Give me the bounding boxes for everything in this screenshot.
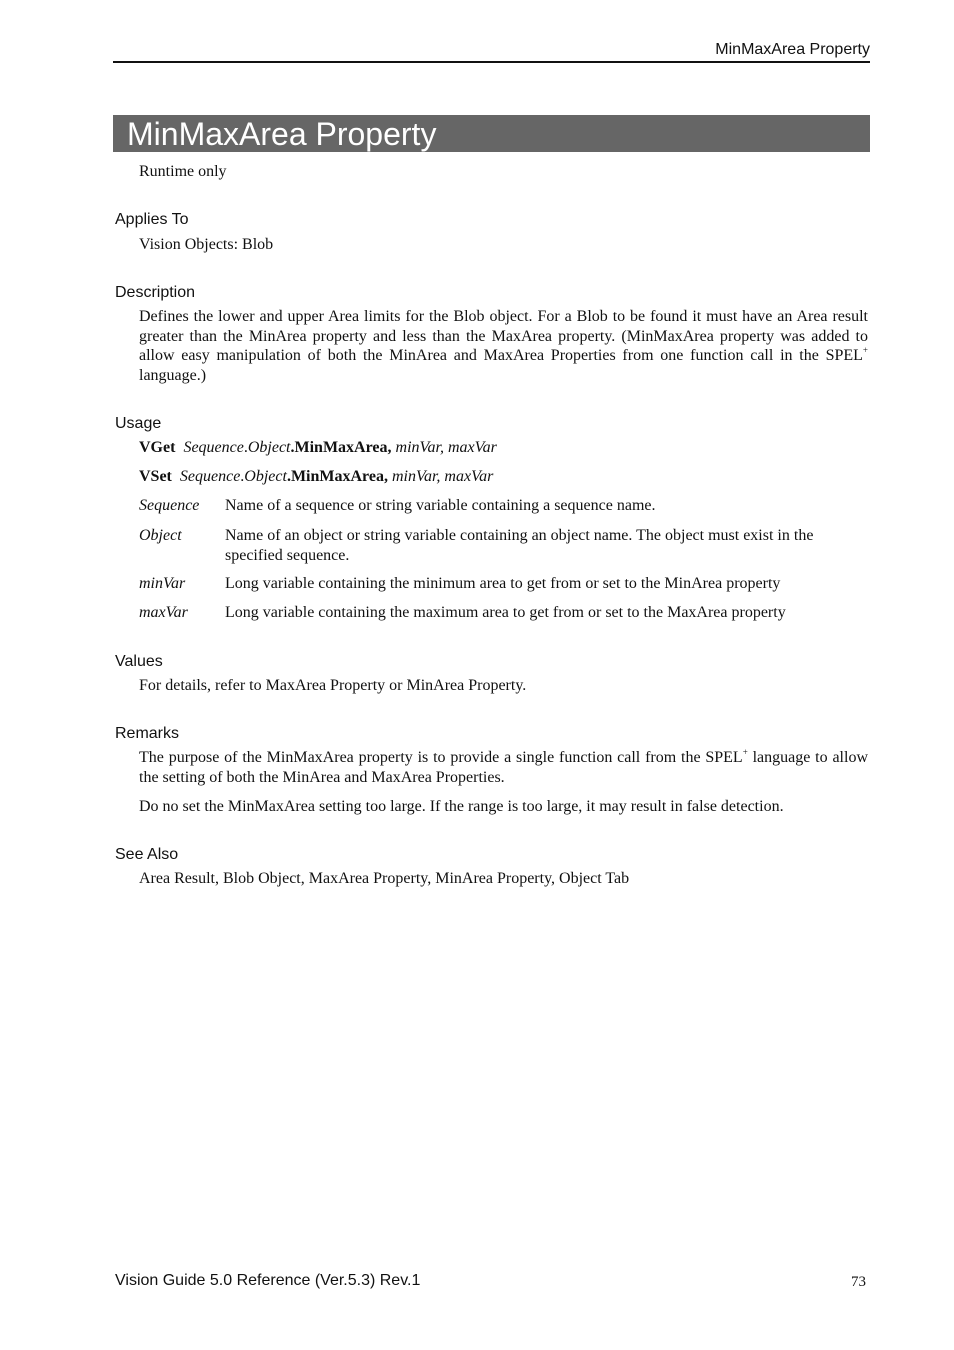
syntax-dot: . <box>240 468 245 485</box>
syntax-object: Object <box>244 468 287 485</box>
title-bar <box>113 115 870 152</box>
footer-doc-title: Vision Guide 5.0 Reference (Ver.5.3) Rev.1 <box>115 1272 421 1289</box>
remarks-p1-main: The purpose of the MinMaxArea property is to provide a single function call from the SPEL <box>139 749 743 766</box>
remarks-p1-end: language to allow the setting of both the MinArea and MaxArea Properties. <box>139 749 868 786</box>
param-name-sequence: Sequence <box>139 497 200 514</box>
remarks-paragraph-2: Do no set the MinMaxArea setting too large. If the range is too large, it may result in false detection. <box>139 798 784 815</box>
syntax-args: minVar, maxVar <box>391 468 494 485</box>
syntax-vset <box>139 467 493 487</box>
description-heading: Description <box>115 284 196 301</box>
description-text-main: Defines the lower and upper Area limits for the Blob object. For a Blob to be found it must have an Area result greater than the MinArea property and less than the MaxArea property. (MinMaxArea property was added to allow easy manipulation of both the MinArea and MaxArea Properties from one function call in the SPEL <box>139 308 868 364</box>
remarks-heading: Remarks <box>115 725 180 742</box>
param-name-minvar: minVar <box>139 575 186 592</box>
syntax-sequence: Sequence <box>179 468 241 485</box>
page-number: 73 <box>851 1274 866 1290</box>
remarks-paragraph-1 <box>139 748 868 787</box>
values-text: For details, refer to MaxArea Property or MinArea Property. <box>139 677 527 694</box>
param-desc-sequence: Name of a sequence or string variable containing a sequence name. <box>225 497 656 514</box>
running-header: MinMaxArea Property <box>715 41 870 58</box>
syntax-sequence: Sequence <box>183 439 244 456</box>
applies-to-heading: Applies To <box>115 211 189 228</box>
spel-plus-sup: + <box>742 747 748 757</box>
see-also-heading: See Also <box>115 846 179 863</box>
see-also-text: Area Result, Blob Object, MaxArea Property, MinArea Property, Object Tab <box>139 870 630 887</box>
values-heading: Values <box>115 653 163 670</box>
param-desc-object: Name of an object or string variable containing an object name. The object must exist in the specified sequence. <box>225 527 814 564</box>
param-desc-minvar: Long variable containing the minimum area to get from or set to the MinArea property <box>225 575 781 592</box>
spel-plus-sup: + <box>862 345 868 355</box>
description-text <box>139 307 868 385</box>
applies-to-text: Vision Objects: Blob <box>139 236 274 253</box>
syntax-command: VGet <box>139 439 176 456</box>
description-text-end: language.) <box>139 366 207 384</box>
runtime-note: Runtime only <box>139 163 227 180</box>
syntax-vget <box>139 438 497 458</box>
syntax-property: .MinMaxArea, <box>286 468 388 485</box>
page-title: MinMaxArea Property <box>127 116 437 152</box>
syntax-object: Object <box>247 439 291 456</box>
param-desc-maxvar: Long variable containing the maximum area to get from or set to the MaxArea property <box>225 604 786 621</box>
syntax-dot: . <box>243 439 248 456</box>
syntax-command: VSet <box>139 468 172 485</box>
syntax-args: minVar, maxVar <box>395 439 497 456</box>
header-rule <box>113 61 870 63</box>
usage-heading: Usage <box>115 415 162 432</box>
param-name-object: Object <box>139 527 182 544</box>
param-name-maxvar: maxVar <box>139 604 188 621</box>
syntax-property: .MinMaxArea, <box>290 439 392 456</box>
